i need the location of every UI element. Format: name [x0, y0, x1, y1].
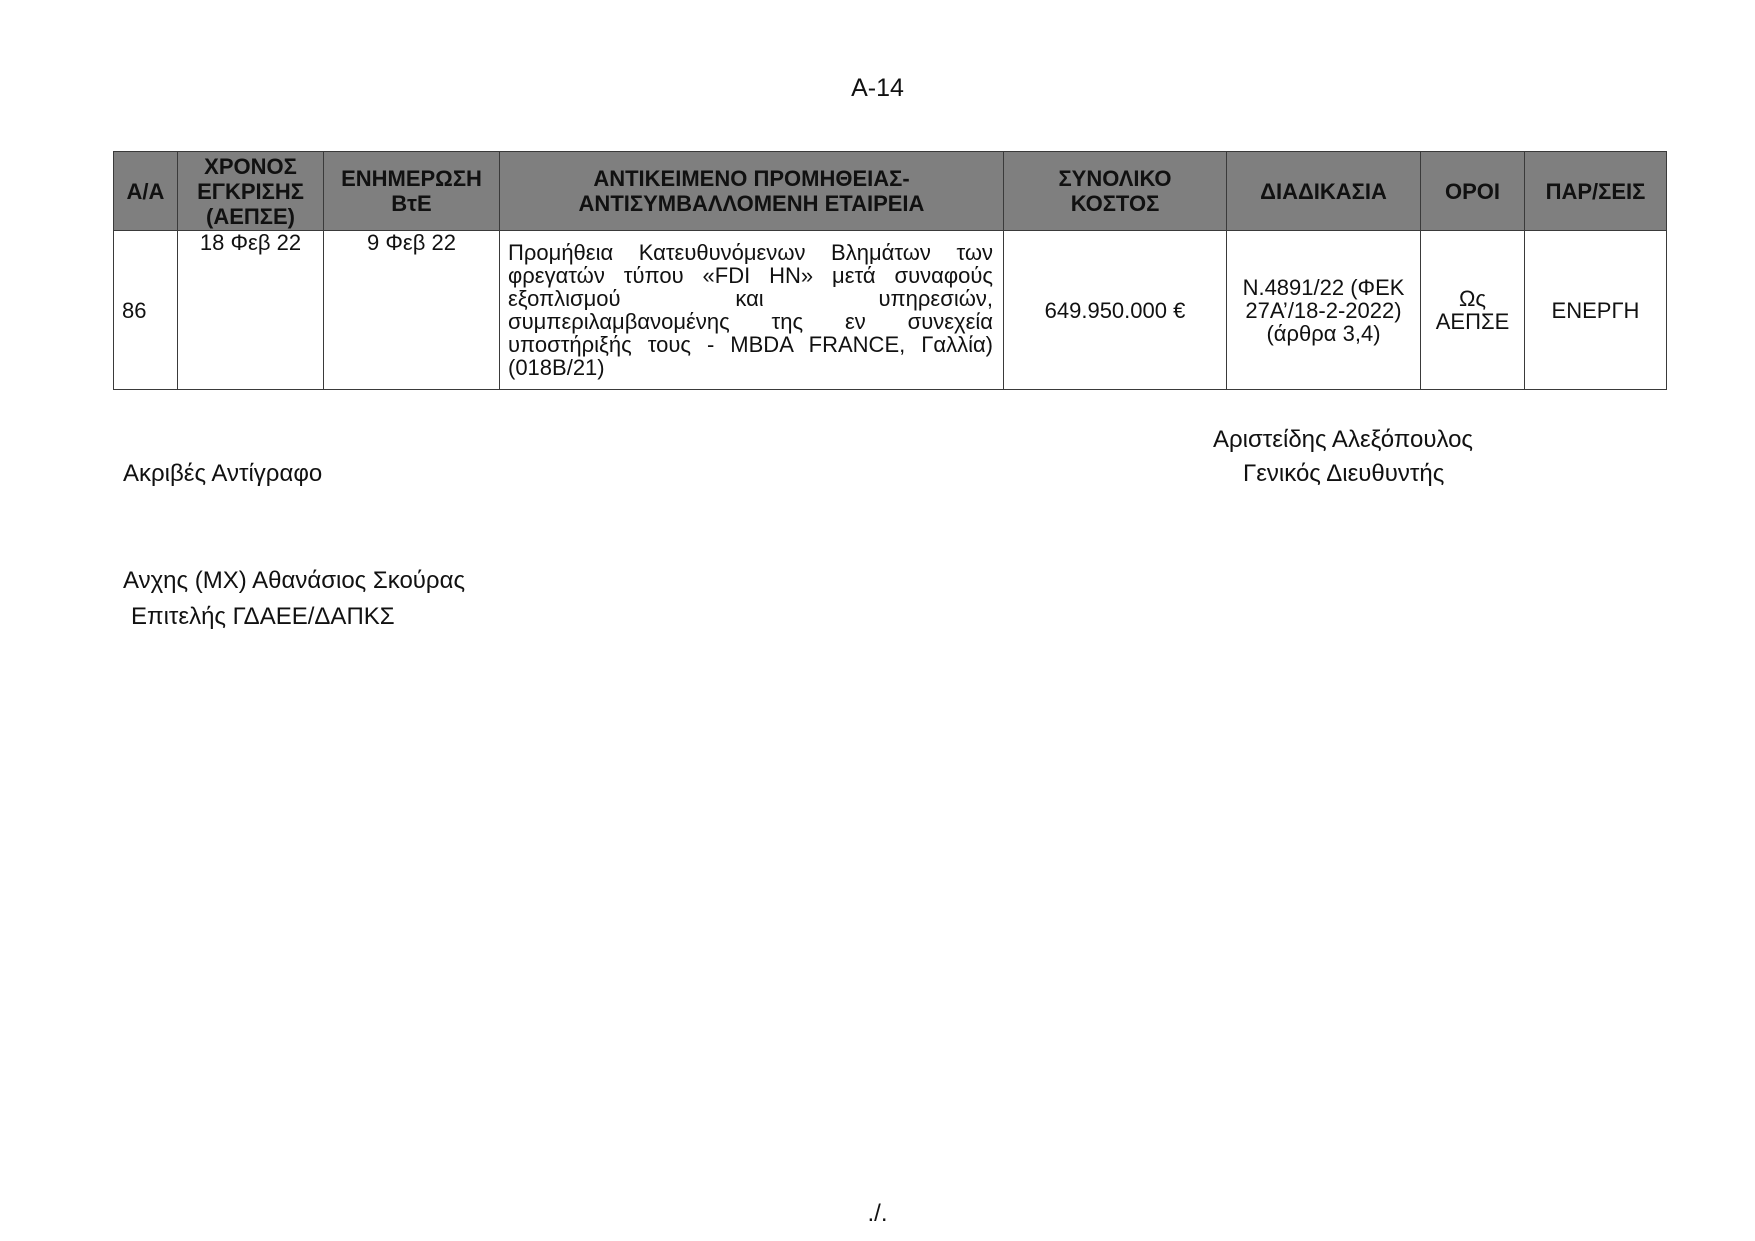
cell-update: 9 Φεβ 22 [324, 231, 500, 390]
header-approval-time: ΧΡΟΝΟΣ ΕΓΚΡΙΣΗΣ (ΑΕΠΣΕ) [178, 152, 324, 231]
cell-terms: Ως ΑΕΠΣΕ [1421, 231, 1525, 390]
officer-name: Ανχης (ΜΧ) Αθανάσιος Σκούρας [123, 567, 466, 594]
header-procedure: ΔΙΑΔΙΚΑΣΙΑ [1227, 152, 1421, 231]
cell-total-cost: 649.950.000 € [1004, 231, 1227, 390]
cell-aa: 86 [114, 231, 178, 390]
cell-remarks: ΕΝΕΡΓΗ [1525, 231, 1667, 390]
table-row [114, 231, 1667, 390]
header-subject: ΑΝΤΙΚΕΙΜΕΝΟ ΠΡΟΜΗΘΕΙΑΣ- ΑΝΤΙΣΥΜΒΑΛΛΟΜΕΝΗ ΕΤΑΙΡΕΙΑ [500, 152, 1004, 231]
header-total-cost: ΣΥΝΟΛΙΚΟ ΚΟΣΤΟΣ [1004, 152, 1227, 231]
signatory-title: Γενικός Διευθυντής [1243, 460, 1445, 487]
cell-procedure: Ν.4891/22 (ΦΕΚ 27Α’/18-2-2022) (άρθρα 3,4) [1227, 231, 1421, 390]
cell-approval-time: 18 Φεβ 22 [178, 231, 324, 390]
header-remarks: ΠΑΡ/ΣΕΙΣ [1525, 152, 1667, 231]
header-terms: ΟΡΟΙ [1421, 152, 1525, 231]
officer-title: Επιτελής ΓΔΑΕΕ/ΔΑΠΚΣ [131, 603, 395, 630]
certified-copy-label: Ακριβές Αντίγραφο [123, 460, 323, 487]
procurement-table [113, 151, 1667, 390]
footer-continuation-mark: ./. [867, 1200, 888, 1227]
header-update: ΕΝΗΜΕΡΩΣΗ ΒτΕ [324, 152, 500, 231]
page-number: Α-14 [851, 74, 904, 102]
header-aa: Α/Α [114, 152, 178, 231]
table-header-row [114, 152, 1667, 231]
cell-subject: Προμήθεια Κατευθυνόμενων Βλημάτων των φρεγατών τύπου «FDI HN» μετά συναφούς εξοπλισμού και υπηρεσιών, συμπεριλαμβανομένης της εν συνεχεία υποστήριξής τους - MBDA FRANCE, Γαλλία) (018Β/21) [500, 231, 1004, 390]
signatory-name: Αριστείδης Αλεξόπουλος [1213, 426, 1473, 453]
